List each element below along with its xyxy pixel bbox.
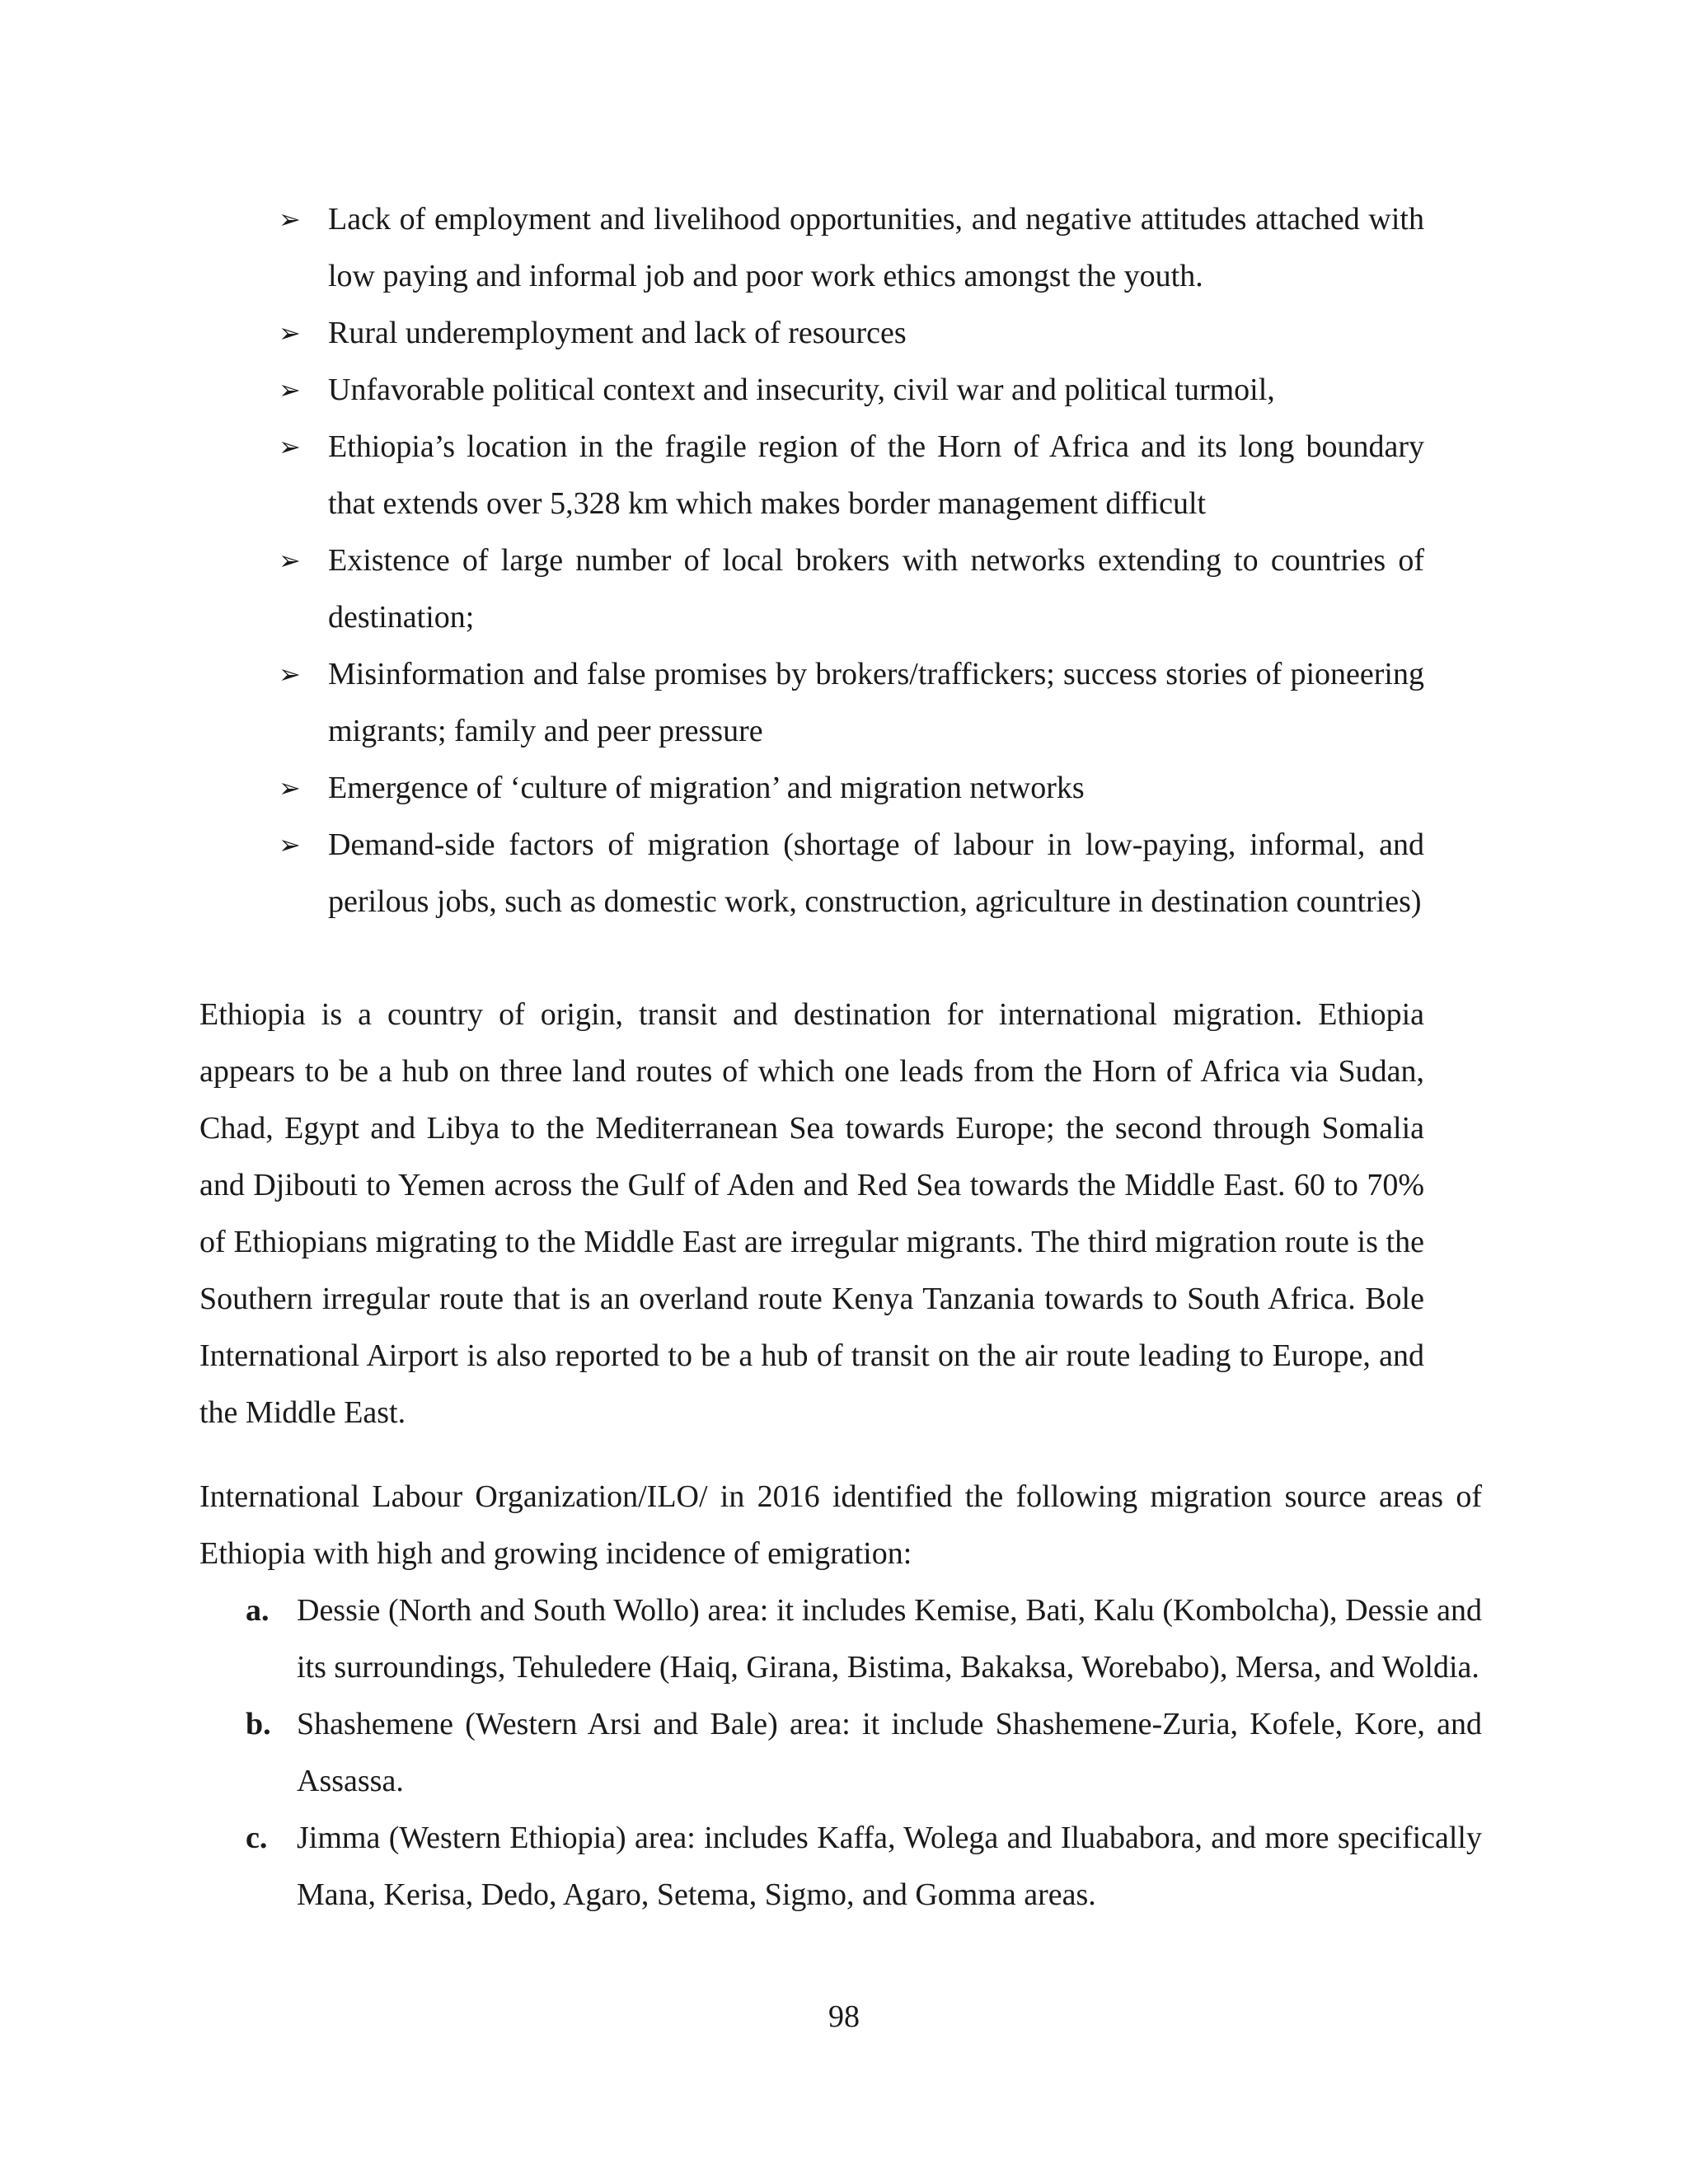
list-item-text: Ethiopia’s location in the fragile region of the Horn of Africa and its long boundary that extends over 5,328 km which makes border management difficult xyxy=(328,429,1424,521)
page-number: 98 xyxy=(828,1999,860,2034)
list-marker: a. xyxy=(246,1593,270,1628)
list-item-text: Demand-side factors of migration (shortage of labour in low-paying, informal, and perilous jobs, such as domestic work, construction, agriculture in destination countries) xyxy=(328,827,1424,919)
list-marker: c. xyxy=(246,1821,268,1855)
arrow-bullet-icon: ➢ xyxy=(279,658,301,690)
list-item xyxy=(246,1696,1482,1810)
list-item xyxy=(279,191,1424,305)
arrow-bullet-icon: ➢ xyxy=(279,374,301,405)
list-item xyxy=(279,419,1424,532)
list-marker: b. xyxy=(246,1707,271,1741)
arrow-bullet-icon: ➢ xyxy=(279,204,301,235)
list-item xyxy=(279,305,1424,362)
list-item-text: Shashemene (Western Arsi and Bale) area: it include Shashemene-Zuria, Kofele, Kore, and Assassa. xyxy=(297,1707,1482,1798)
list-item xyxy=(246,1810,1482,1924)
arrow-bullet-icon: ➢ xyxy=(279,431,301,462)
list-item-text: Emergence of ‘culture of migration’ and migration networks xyxy=(328,771,1085,805)
list-item xyxy=(279,817,1424,930)
list-item xyxy=(279,760,1424,817)
list-item xyxy=(279,646,1424,760)
list-item-text: Existence of large number of local brokers with networks extending to countries of destination; xyxy=(328,543,1424,635)
ilo-source-areas-paragraph: International Labour Organization/ILO/ in 2016 identified the following migration source areas of Ethiopia with high and growing incidence of emigration: xyxy=(199,1479,1482,1571)
list-item-text: Rural underemployment and lack of resources xyxy=(328,316,907,350)
migration-drivers-list xyxy=(279,191,1424,930)
list-item xyxy=(279,532,1424,646)
list-item-text: Lack of employment and livelihood opportunities, and negative attitudes attached with low paying and informal job and poor work ethics amongst the youth. xyxy=(328,202,1424,293)
arrow-bullet-icon: ➢ xyxy=(279,545,301,576)
list-item-text: Misinformation and false promises by brokers/traffickers; success stories of pioneering migrants; family and peer pressure xyxy=(328,657,1424,748)
list-item-text: Dessie (North and South Wollo) area: it includes Kemise, Bati, Kalu (Kombolcha), Dessie and its surroundings, Tehuledere (Haiq, Girana, Bistima, Bakaksa, Worebabo), Mersa, and Woldia. xyxy=(297,1593,1482,1685)
migration-routes-paragraph: Ethiopia is a country of origin, transit and destination for international migration. Ethiopia appears to be a hub on three land routes of which one leads from the Horn of Africa via Sudan, Chad, Egypt and Libya to the Mediterranean Sea towards Europe; the second through Somalia and Djibouti to Yemen across the Gulf of Aden and Red Sea towards the Middle East. 60 to 70% of Ethiopians migrating to the Middle East are irregular migrants. The third migration route is the Southern irregular route that is an overland route Kenya Tanzania towards to South Africa. Bole International Airport is also reported to be a hub of transit on the air route leading to Europe, and the Middle East. xyxy=(199,997,1424,1430)
list-item xyxy=(279,362,1424,419)
source-areas-list xyxy=(246,1582,1482,1924)
list-item-text: Unfavorable political context and insecurity, civil war and political turmoil, xyxy=(328,373,1275,407)
arrow-bullet-icon: ➢ xyxy=(279,317,301,349)
list-item-text: Jimma (Western Ethiopia) area: includes Kaffa, Wolega and Iluababora, and more specifically Mana, Kerisa, Dedo, Agaro, Setema, Sigmo, and Gomma areas. xyxy=(297,1821,1482,1912)
arrow-bullet-icon: ➢ xyxy=(279,772,301,804)
list-item xyxy=(246,1582,1482,1696)
arrow-bullet-icon: ➢ xyxy=(279,829,301,860)
